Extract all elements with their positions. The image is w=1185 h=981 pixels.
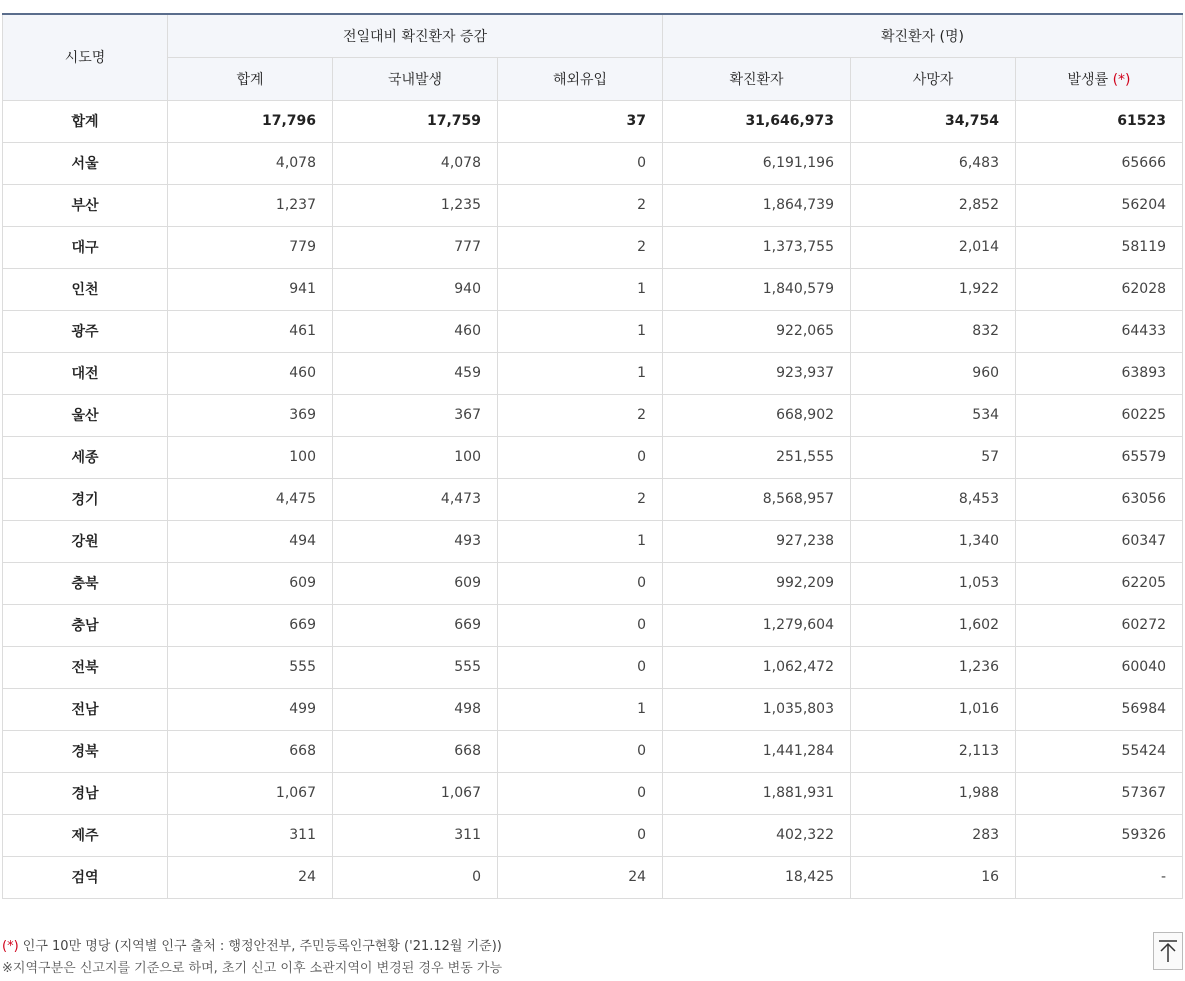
cell-confirmed: 1,279,604 <box>663 604 851 646</box>
cell-deaths: 1,236 <box>851 646 1016 688</box>
cell-region: 검역 <box>3 856 168 898</box>
cell-deaths: 1,602 <box>851 604 1016 646</box>
cell-rate: 63893 <box>1016 352 1183 394</box>
cell-rate: 62205 <box>1016 562 1183 604</box>
header-rate-mark: (*) <box>1112 71 1131 88</box>
table-row <box>3 226 1183 268</box>
cell-domestic: 0 <box>333 856 498 898</box>
header-total: 합계 <box>168 57 333 100</box>
table-row-total <box>3 100 1183 142</box>
cell-region: 합계 <box>3 100 168 142</box>
cell-region: 서울 <box>3 142 168 184</box>
cell-domestic: 17,759 <box>333 100 498 142</box>
cell-confirmed: 927,238 <box>663 520 851 562</box>
cell-region: 부산 <box>3 184 168 226</box>
cell-total: 499 <box>168 688 333 730</box>
cell-deaths: 6,483 <box>851 142 1016 184</box>
cell-total: 17,796 <box>168 100 333 142</box>
footnotes <box>2 936 502 980</box>
cell-overseas: 0 <box>498 772 663 814</box>
footnote-population <box>2 936 502 958</box>
header-rate-label: 발생률 <box>1067 71 1109 88</box>
cell-domestic: 1,067 <box>333 772 498 814</box>
cell-deaths: 1,922 <box>851 268 1016 310</box>
cell-region: 충북 <box>3 562 168 604</box>
cell-overseas: 1 <box>498 688 663 730</box>
cell-confirmed: 1,864,739 <box>663 184 851 226</box>
footnote-population-text: 인구 10만 명당 (지역별 인구 출처 : 행정안전부, 주민등록인구현황 ('21.12월 기준)) <box>18 939 502 954</box>
cell-overseas: 0 <box>498 562 663 604</box>
header-overseas: 해외유입 <box>498 57 663 100</box>
cell-overseas: 0 <box>498 814 663 856</box>
cell-domestic: 493 <box>333 520 498 562</box>
cell-total: 668 <box>168 730 333 772</box>
cell-confirmed: 31,646,973 <box>663 100 851 142</box>
cell-total: 779 <box>168 226 333 268</box>
cell-confirmed: 1,881,931 <box>663 772 851 814</box>
table-body <box>3 100 1183 898</box>
cell-confirmed: 402,322 <box>663 814 851 856</box>
cell-deaths: 2,014 <box>851 226 1016 268</box>
table-row <box>3 520 1183 562</box>
scroll-to-top-button[interactable] <box>1153 932 1183 970</box>
cell-confirmed: 1,840,579 <box>663 268 851 310</box>
header-group-daily: 전일대비 확진환자 증감 <box>168 14 663 57</box>
cell-region: 제주 <box>3 814 168 856</box>
header-region: 시도명 <box>3 14 168 100</box>
cell-total: 100 <box>168 436 333 478</box>
cell-deaths: 2,852 <box>851 184 1016 226</box>
cell-domestic: 311 <box>333 814 498 856</box>
header-domestic: 국내발생 <box>333 57 498 100</box>
cell-domestic: 777 <box>333 226 498 268</box>
cell-deaths: 283 <box>851 814 1016 856</box>
table-row <box>3 814 1183 856</box>
footnote-region-basis: ※지역구분은 신고지를 기준으로 하며, 초기 신고 이후 소관지역이 변경된 경우 변동 가능 <box>2 961 503 976</box>
cell-total: 4,475 <box>168 478 333 520</box>
cell-domestic: 669 <box>333 604 498 646</box>
cell-rate: 62028 <box>1016 268 1183 310</box>
cell-confirmed: 1,373,755 <box>663 226 851 268</box>
table-row <box>3 184 1183 226</box>
cell-deaths: 1,016 <box>851 688 1016 730</box>
cell-region: 경남 <box>3 772 168 814</box>
cell-overseas: 1 <box>498 520 663 562</box>
cell-confirmed: 1,062,472 <box>663 646 851 688</box>
cell-overseas: 2 <box>498 226 663 268</box>
cell-deaths: 34,754 <box>851 100 1016 142</box>
cell-domestic: 498 <box>333 688 498 730</box>
cell-rate: 55424 <box>1016 730 1183 772</box>
cell-total: 609 <box>168 562 333 604</box>
cell-total: 1,067 <box>168 772 333 814</box>
cell-region: 충남 <box>3 604 168 646</box>
cell-rate: 60272 <box>1016 604 1183 646</box>
table-row <box>3 142 1183 184</box>
table-row <box>3 394 1183 436</box>
cell-rate: - <box>1016 856 1183 898</box>
cell-region: 경기 <box>3 478 168 520</box>
header-rate <box>1016 57 1183 100</box>
cell-total: 311 <box>168 814 333 856</box>
cell-domestic: 668 <box>333 730 498 772</box>
cell-domestic: 460 <box>333 310 498 352</box>
cell-total: 555 <box>168 646 333 688</box>
cell-overseas: 0 <box>498 730 663 772</box>
cell-total: 669 <box>168 604 333 646</box>
table-row <box>3 688 1183 730</box>
cell-confirmed: 8,568,957 <box>663 478 851 520</box>
covid-region-table <box>2 13 1183 899</box>
table-row <box>3 436 1183 478</box>
cell-rate: 64433 <box>1016 310 1183 352</box>
cell-deaths: 16 <box>851 856 1016 898</box>
table-row <box>3 562 1183 604</box>
cell-total: 4,078 <box>168 142 333 184</box>
table-row <box>3 310 1183 352</box>
cell-region: 대전 <box>3 352 168 394</box>
cell-region: 울산 <box>3 394 168 436</box>
cell-overseas: 2 <box>498 184 663 226</box>
cell-confirmed: 923,937 <box>663 352 851 394</box>
cell-deaths: 2,113 <box>851 730 1016 772</box>
cell-overseas: 2 <box>498 394 663 436</box>
cell-domestic: 4,078 <box>333 142 498 184</box>
cell-region: 광주 <box>3 310 168 352</box>
cell-rate: 59326 <box>1016 814 1183 856</box>
cell-overseas: 1 <box>498 352 663 394</box>
cell-domestic: 4,473 <box>333 478 498 520</box>
cell-rate: 58119 <box>1016 226 1183 268</box>
cell-deaths: 960 <box>851 352 1016 394</box>
cell-confirmed: 668,902 <box>663 394 851 436</box>
cell-region: 세종 <box>3 436 168 478</box>
cell-total: 1,237 <box>168 184 333 226</box>
table-row <box>3 268 1183 310</box>
cell-rate: 60225 <box>1016 394 1183 436</box>
cell-confirmed: 922,065 <box>663 310 851 352</box>
cell-rate: 56984 <box>1016 688 1183 730</box>
footnote-mark: (*) <box>2 939 19 954</box>
cell-overseas: 0 <box>498 604 663 646</box>
header-group-cumulative: 확진환자 (명) <box>663 14 1183 57</box>
cell-domestic: 940 <box>333 268 498 310</box>
table-row <box>3 856 1183 898</box>
cell-overseas: 1 <box>498 268 663 310</box>
cell-rate: 65666 <box>1016 142 1183 184</box>
arrow-up-to-top-icon <box>1158 939 1178 963</box>
cell-overseas: 24 <box>498 856 663 898</box>
cell-total: 494 <box>168 520 333 562</box>
cell-domestic: 555 <box>333 646 498 688</box>
table-row <box>3 352 1183 394</box>
cell-total: 461 <box>168 310 333 352</box>
cell-deaths: 1,988 <box>851 772 1016 814</box>
cell-confirmed: 18,425 <box>663 856 851 898</box>
cell-overseas: 1 <box>498 310 663 352</box>
cell-confirmed: 992,209 <box>663 562 851 604</box>
cell-domestic: 1,235 <box>333 184 498 226</box>
cell-overseas: 2 <box>498 478 663 520</box>
cell-confirmed: 251,555 <box>663 436 851 478</box>
table-row <box>3 730 1183 772</box>
cell-rate: 61523 <box>1016 100 1183 142</box>
cell-deaths: 8,453 <box>851 478 1016 520</box>
cell-rate: 65579 <box>1016 436 1183 478</box>
cell-deaths: 534 <box>851 394 1016 436</box>
cell-deaths: 1,340 <box>851 520 1016 562</box>
cell-region: 전북 <box>3 646 168 688</box>
cell-overseas: 0 <box>498 436 663 478</box>
cell-overseas: 0 <box>498 142 663 184</box>
cell-total: 369 <box>168 394 333 436</box>
table-row <box>3 646 1183 688</box>
cell-domestic: 367 <box>333 394 498 436</box>
cell-region: 전남 <box>3 688 168 730</box>
cell-total: 24 <box>168 856 333 898</box>
table-row <box>3 604 1183 646</box>
cell-total: 941 <box>168 268 333 310</box>
cell-domestic: 100 <box>333 436 498 478</box>
cell-region: 인천 <box>3 268 168 310</box>
header-confirmed: 확진환자 <box>663 57 851 100</box>
table-header <box>3 14 1183 100</box>
cell-rate: 60347 <box>1016 520 1183 562</box>
cell-region: 강원 <box>3 520 168 562</box>
cell-overseas: 37 <box>498 100 663 142</box>
cell-overseas: 0 <box>498 646 663 688</box>
cell-deaths: 1,053 <box>851 562 1016 604</box>
cell-confirmed: 6,191,196 <box>663 142 851 184</box>
header-deaths: 사망자 <box>851 57 1016 100</box>
cell-domestic: 459 <box>333 352 498 394</box>
cell-rate: 63056 <box>1016 478 1183 520</box>
cell-total: 460 <box>168 352 333 394</box>
cell-confirmed: 1,441,284 <box>663 730 851 772</box>
cell-rate: 56204 <box>1016 184 1183 226</box>
cell-region: 대구 <box>3 226 168 268</box>
table-row <box>3 772 1183 814</box>
cell-confirmed: 1,035,803 <box>663 688 851 730</box>
cell-deaths: 832 <box>851 310 1016 352</box>
cell-rate: 60040 <box>1016 646 1183 688</box>
cell-deaths: 57 <box>851 436 1016 478</box>
cell-region: 경북 <box>3 730 168 772</box>
cell-domestic: 609 <box>333 562 498 604</box>
cell-rate: 57367 <box>1016 772 1183 814</box>
table-row <box>3 478 1183 520</box>
